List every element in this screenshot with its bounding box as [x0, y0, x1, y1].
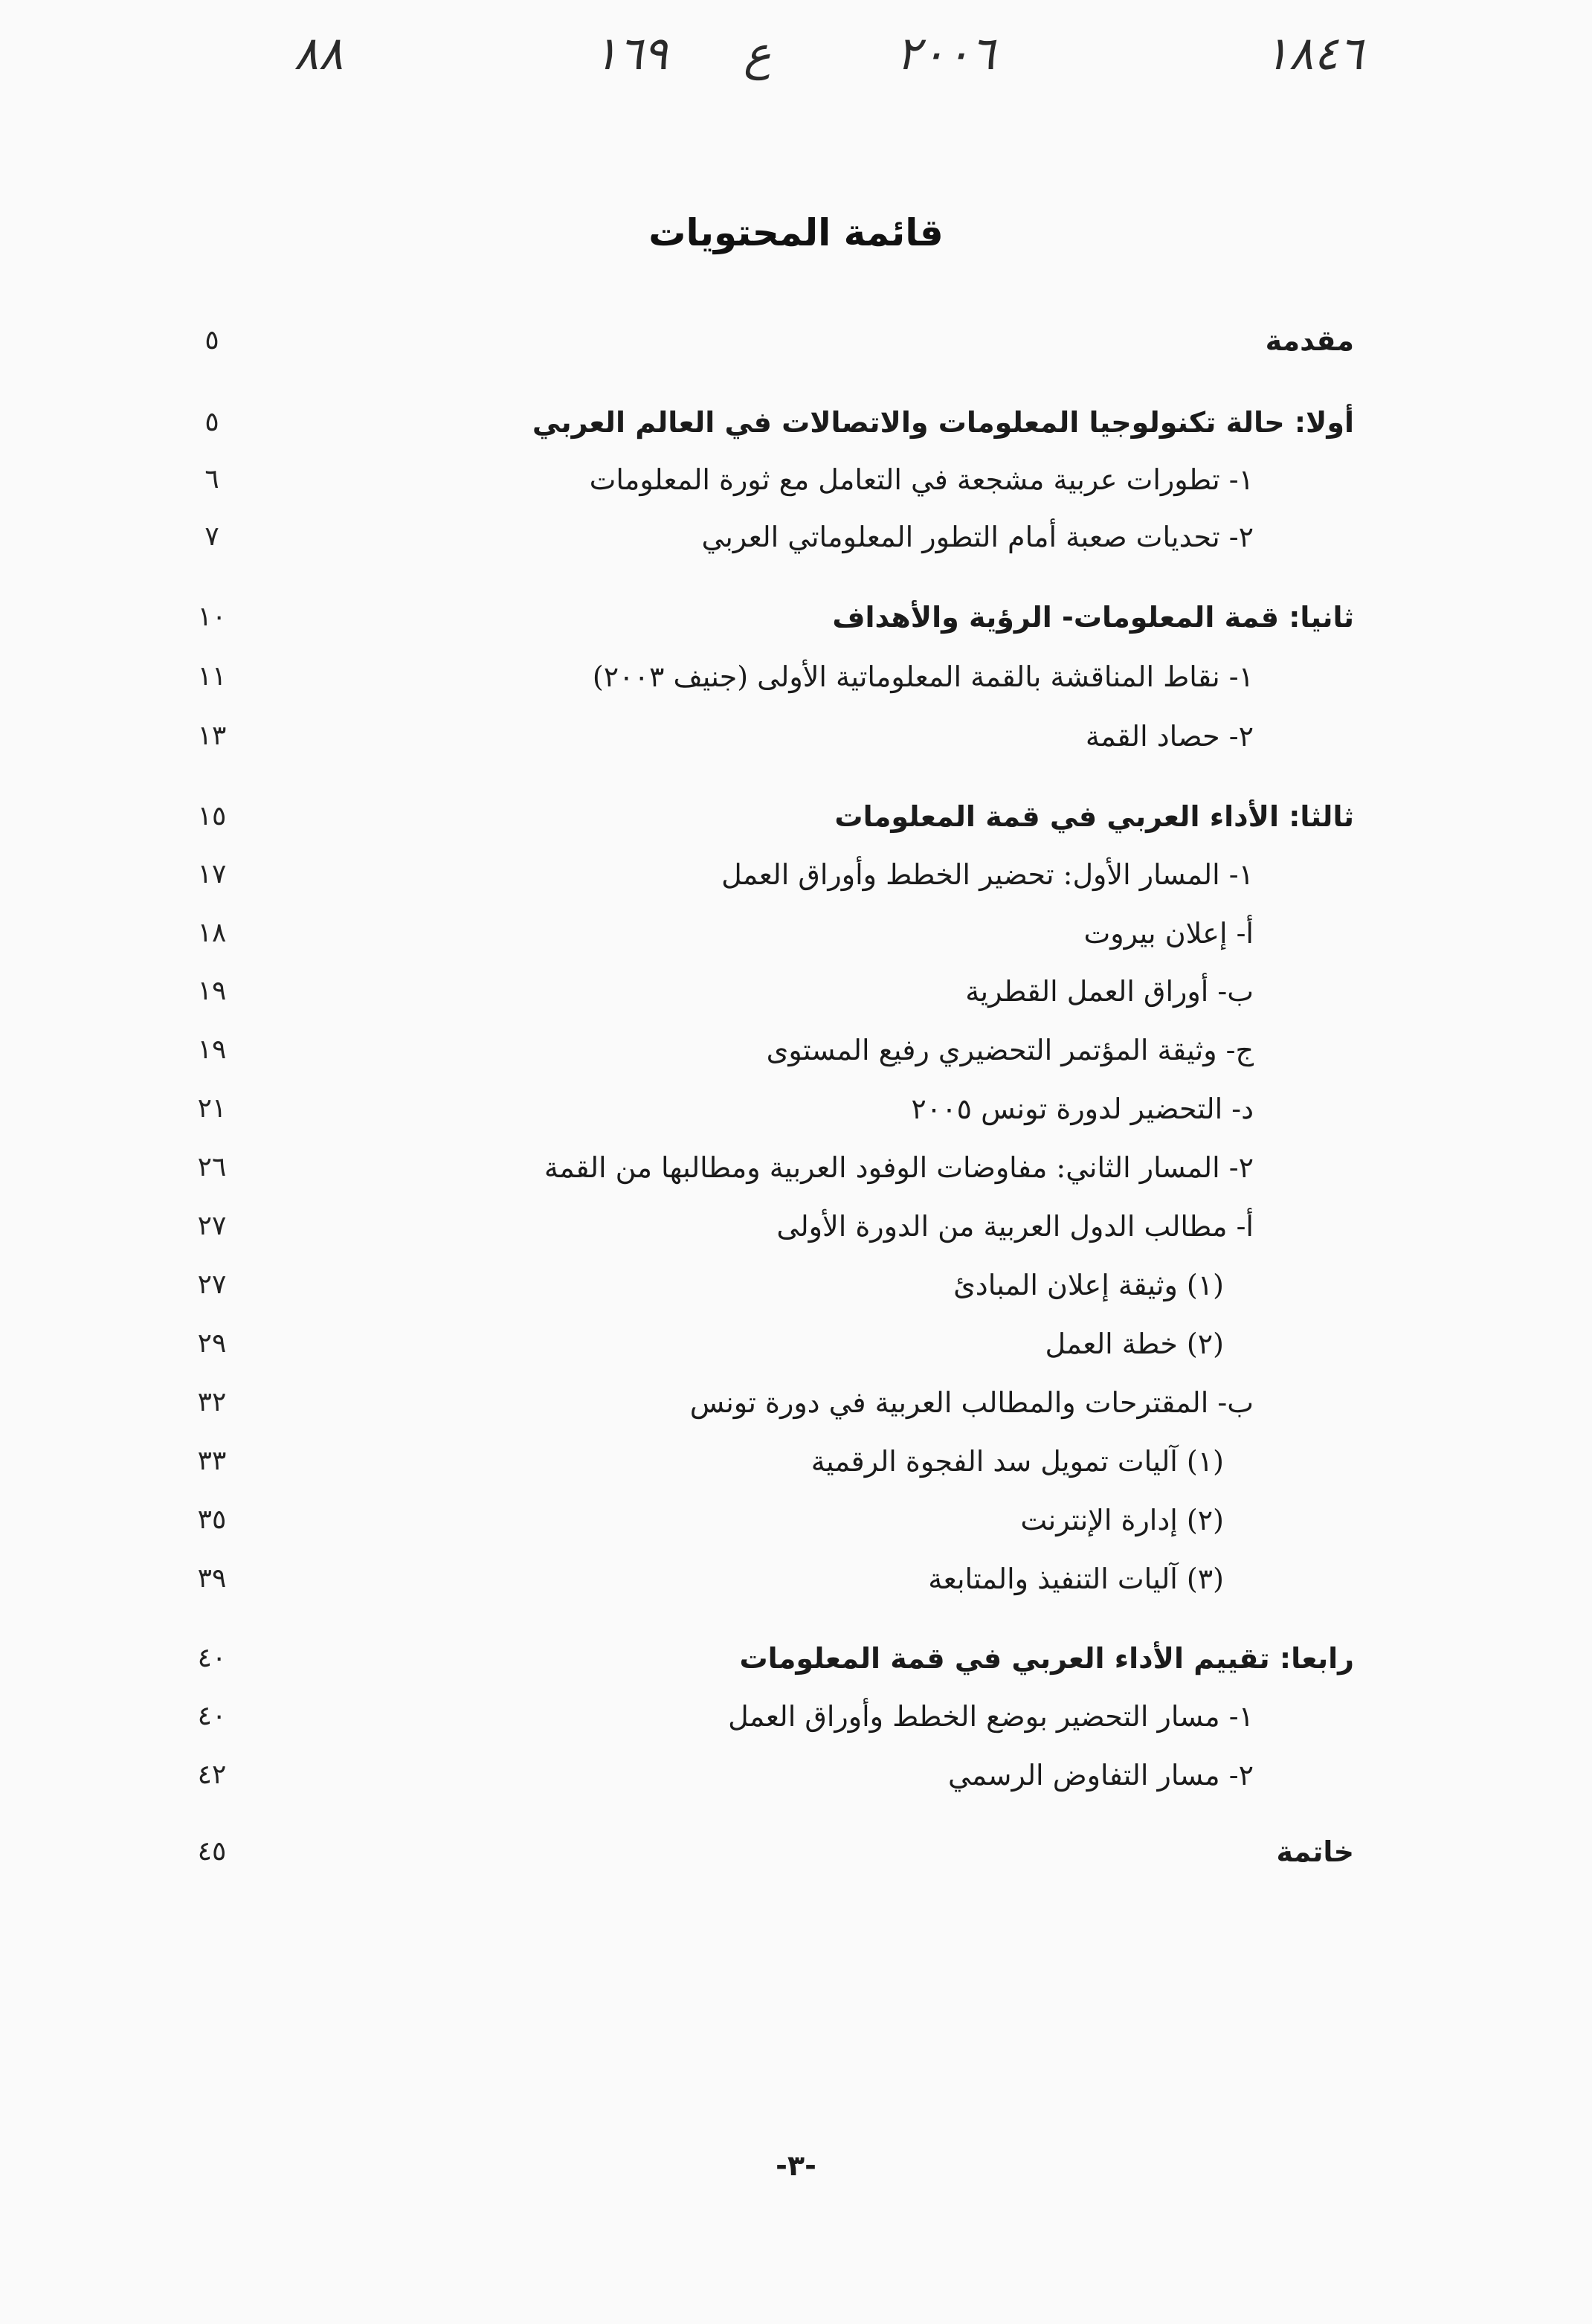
toc-entry-page: ١١ — [197, 661, 227, 692]
toc-entry — [0, 1204, 1592, 1249]
toc-entry-title: أ- إعلان بيروت — [1083, 917, 1254, 950]
toc-entry-title: (٣) آليات التنفيذ والمتابعة — [928, 1562, 1224, 1595]
toc-entry-page: ٢٧ — [197, 1269, 227, 1300]
toc-entry-page: ٢١ — [197, 1093, 227, 1124]
toc-entry — [0, 1263, 1592, 1307]
toc-entry-title: خاتمة — [1276, 1835, 1354, 1868]
toc-entry-title: ٢- المسار الثاني: مفاوضات الوفود العربية ومطالبها من القمة — [544, 1151, 1254, 1184]
toc-entry — [0, 1028, 1592, 1072]
toc-entry-page: ١٠ — [197, 602, 227, 632]
toc-entry-page: ٥ — [204, 325, 219, 355]
toc-entry-page: ١٩ — [197, 1034, 227, 1065]
toc-entry-title: ثانيا: قمة المعلومات- الرؤية والأهداف — [832, 601, 1354, 634]
toc-entry-page: ٤٥ — [197, 1836, 227, 1867]
toc-entry — [0, 654, 1592, 699]
toc-entry-title: (١) آليات تمويل سد الفجوة الرقمية — [810, 1445, 1224, 1478]
toc-entry-title: ج- وثيقة المؤتمر التحضيري رفيع المستوى — [766, 1034, 1254, 1066]
toc-entry — [0, 1498, 1592, 1542]
toc-entry — [0, 1380, 1592, 1425]
toc-title: قائمة المحتويات — [648, 210, 944, 254]
toc-entry-page: ٢٩ — [197, 1328, 227, 1359]
toc-entry-title: ٢- تحديات صعبة أمام التطور المعلوماتي العربي — [701, 521, 1254, 553]
toc-entry-title: أ- مطالب الدول العربية من الدورة الأولى — [776, 1210, 1254, 1243]
toc-entry-page: ٦ — [204, 464, 219, 495]
toc-entry-title: (٢) إدارة الإنترنت — [1020, 1504, 1224, 1536]
toc-entry-title: أولا: حالة تكنولوجيا المعلومات والاتصالات في العالم العربي — [532, 406, 1354, 439]
toc-entry — [0, 1439, 1592, 1484]
toc-entry-title: (١) وثيقة إعلان المبادئ — [953, 1269, 1224, 1301]
toc-entry-title: ١- نقاط المناقشة بالقمة المعلوماتية الأولى (جنيف ٢٠٠٣) — [592, 660, 1254, 693]
toc-entry — [0, 969, 1592, 1014]
toc-entry — [0, 714, 1592, 759]
page-number: -٣- — [776, 2149, 816, 2182]
toc-entry — [0, 1753, 1592, 1797]
toc-entry — [0, 595, 1592, 640]
toc-entry-page: ١٩ — [197, 976, 227, 1006]
toc-entry-page: ١٨ — [197, 918, 227, 948]
toc-entry — [0, 1087, 1592, 1131]
toc-entry — [0, 318, 1592, 363]
toc-entry-page: ٢٧ — [197, 1211, 227, 1241]
toc-entry — [0, 911, 1592, 956]
toc-entry-title: (٢) خطة العمل — [1045, 1327, 1224, 1360]
toc-entry — [0, 1322, 1592, 1366]
handwritten-note: ١٦٩ — [593, 26, 668, 80]
toc-entry-title: ١- المسار الأول: تحضير الخطط وأوراق العمل — [721, 858, 1254, 891]
toc-entry-page: ٤٠ — [197, 1643, 227, 1673]
handwritten-note: ٨٨ — [294, 26, 344, 80]
handwritten-note: ع — [744, 26, 771, 80]
toc-entry — [0, 852, 1592, 897]
toc-entry-page: ٤٠ — [197, 1701, 227, 1731]
toc-entry-title: ٢- حصاد القمة — [1085, 720, 1254, 753]
toc-entry-page: ١٣ — [197, 721, 227, 751]
handwritten-note: ٢٠٠٦ — [896, 26, 996, 80]
toc-entry-page: ٣٥ — [197, 1504, 227, 1535]
toc-entry-title: ٢- مسار التفاوض الرسمي — [948, 1759, 1254, 1792]
toc-entry — [0, 515, 1592, 559]
toc-entry-title: رابعا: تقييم الأداء العربي في قمة المعلومات — [739, 1642, 1354, 1675]
toc-entry-page: ١٧ — [197, 859, 227, 889]
toc-entry-title: ١- مسار التحضير بوضع الخطط وأوراق العمل — [728, 1700, 1254, 1733]
toc-entry-title: ب- أوراق العمل القطرية — [965, 975, 1254, 1008]
toc-entry-page: ٣٣ — [197, 1446, 227, 1476]
toc-entry-page: ٥ — [204, 407, 219, 437]
toc-entry — [0, 1557, 1592, 1601]
toc-entry-page: ٣٢ — [197, 1387, 227, 1417]
toc-entry-page: ٣٩ — [197, 1563, 227, 1594]
toc-entry-page: ٢٦ — [197, 1152, 227, 1182]
toc-entry-title: مقدمة — [1265, 324, 1354, 357]
handwritten-note: ١٨٤٦ — [1264, 26, 1364, 80]
toc-entry — [0, 400, 1592, 445]
toc-entry-page: ٤٢ — [197, 1760, 227, 1790]
toc-entry-title: د- التحضير لدورة تونس ٢٠٠٥ — [911, 1092, 1254, 1125]
toc-entry — [0, 1145, 1592, 1190]
toc-entry — [0, 457, 1592, 502]
toc-entry — [0, 794, 1592, 839]
toc-entry-title: ١- تطورات عربية مشجعة في التعامل مع ثورة المعلومات — [589, 463, 1254, 496]
toc-entry — [0, 1829, 1592, 1874]
toc-entry — [0, 1694, 1592, 1739]
toc-entry — [0, 1636, 1592, 1681]
toc-entry-page: ٧ — [204, 521, 219, 552]
toc-entry-title: ثالثا: الأداء العربي في قمة المعلومات — [834, 800, 1354, 833]
toc-entry-page: ١٥ — [197, 801, 227, 831]
toc-entry-title: ب- المقترحات والمطالب العربية في دورة تونس — [689, 1386, 1254, 1419]
